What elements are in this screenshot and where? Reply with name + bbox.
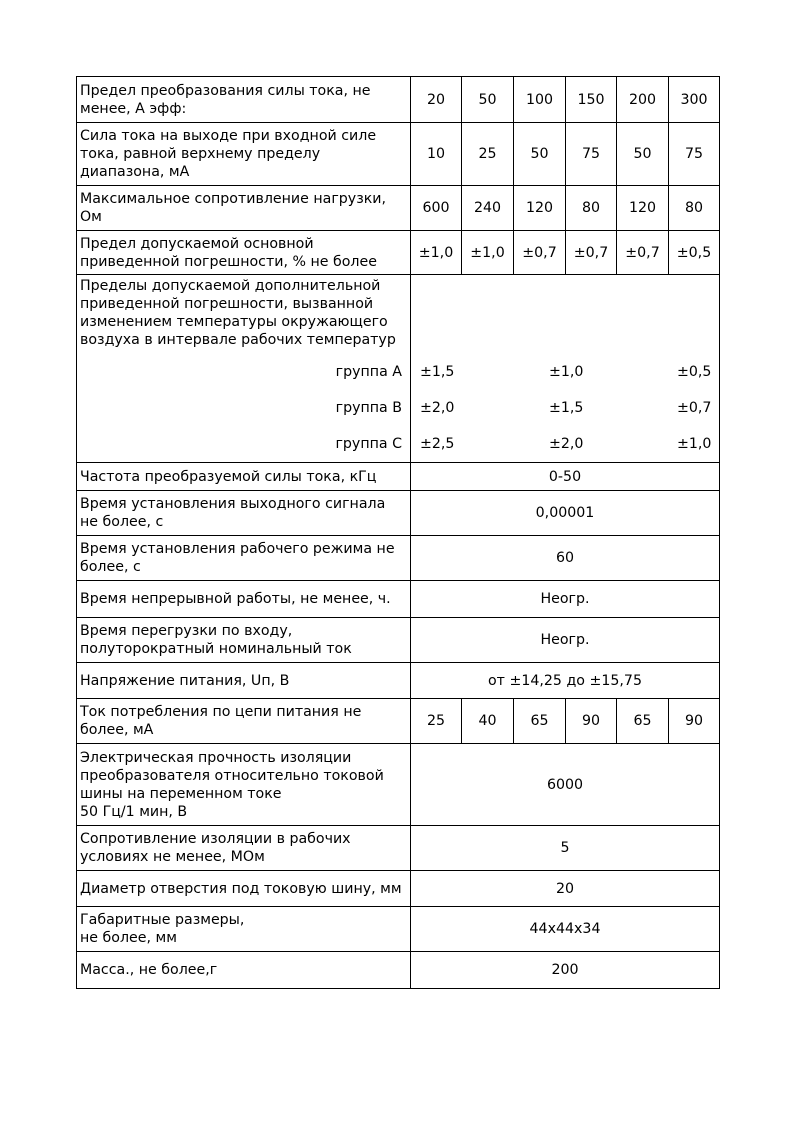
table-row-frequency [77, 463, 720, 491]
table-row-settle-time [77, 491, 720, 536]
cell-value: 600 [411, 186, 462, 231]
group-c-value-3: ±1,0 [677, 436, 712, 452]
cell-value: 200 [411, 952, 720, 989]
cell-value: ±1,0 [462, 231, 514, 275]
group-b-value-3: ±0,7 [677, 400, 712, 416]
row-label: Сопротивление изоляции в рабочих условиях не менее, МОм [77, 826, 411, 871]
row-label: Масса., не более,г [77, 952, 411, 989]
table-row-load [77, 186, 720, 231]
group-a-value-1: ±1,5 [420, 364, 455, 380]
row-label-cell [77, 744, 411, 826]
cell-value: 25 [462, 123, 514, 186]
row-label-line-2: не более, мм [80, 930, 177, 946]
row-label: Предел допускаемой основной приведенной погрешности, % не более [77, 231, 411, 275]
table-row-warmup-time [77, 536, 720, 581]
row-label: Сила тока на выходе при входной силе тока, равной верхнему пределу диапазона, мА [77, 123, 411, 186]
row-label: Частота преобразуемой силы тока, кГц [77, 463, 411, 491]
group-a-value-3: ±0,5 [677, 364, 712, 380]
table-row-output [77, 123, 720, 186]
cell-value: 6000 [411, 744, 720, 826]
cell-value: 150 [566, 77, 617, 123]
cell-value: ±0,7 [514, 231, 566, 275]
row-label: Диаметр отверстия под токовую шину, мм [77, 871, 411, 907]
cell-value: 5 [411, 826, 720, 871]
row-label: Электрическая прочность изоляции преобразователя относительно токовой шины на переменном токе [80, 749, 384, 802]
cell-value: 65 [617, 699, 669, 744]
cell-value: 120 [617, 186, 669, 231]
row-label: Время непрерывной работы, не менее, ч. [77, 581, 411, 618]
table-row-supply-voltage [77, 663, 720, 699]
cell-value: 50 [514, 123, 566, 186]
cell-value: 60 [411, 536, 720, 581]
spec-table [76, 76, 720, 989]
cell-value: 200 [617, 77, 669, 123]
cell-value: 65 [514, 699, 566, 744]
group-values-cell [411, 275, 720, 463]
cell-value: 10 [411, 123, 462, 186]
cell-value: 44x44x34 [411, 907, 720, 952]
table-row-insulation-strength [77, 744, 720, 826]
group-c-label: группа С [335, 436, 402, 452]
row-label: Время перегрузки по входу, полуторократный номинальный ток [77, 618, 411, 663]
row-label: Предел преобразования силы тока, не менее, А эфф: [77, 77, 411, 123]
table-row-range [77, 77, 720, 123]
cell-value: 50 [617, 123, 669, 186]
row-label: Время установления рабочего режима не более, с [77, 536, 411, 581]
group-a-label: группа А [335, 364, 402, 380]
group-c-value-2: ±2,0 [549, 436, 584, 452]
row-label-cell [77, 275, 411, 463]
table-row-temp-error [77, 275, 720, 463]
cell-value: 20 [411, 871, 720, 907]
cell-value: 100 [514, 77, 566, 123]
cell-value: 0-50 [411, 463, 720, 491]
row-label: Пределы допускаемой дополнительной приведенной погрешности, вызванной изменением температуры окружающего воздуха в интервале рабочих температур [80, 278, 396, 348]
table-row-supply-current [77, 699, 720, 744]
cell-value: ±0,7 [617, 231, 669, 275]
cell-value: 240 [462, 186, 514, 231]
cell-value: 80 [669, 186, 720, 231]
table-row-mass [77, 952, 720, 989]
cell-value: Неогр. [411, 581, 720, 618]
row-label: Габаритные размеры, [80, 912, 245, 928]
group-a-value-2: ±1,0 [549, 364, 584, 380]
row-label: Время установления выходного сигнала не более, с [77, 491, 411, 536]
cell-value: Неогр. [411, 618, 720, 663]
table-row-continuous [77, 581, 720, 618]
table-row-insulation-resistance [77, 826, 720, 871]
row-label: Максимальное сопротивление нагрузки, Ом [77, 186, 411, 231]
group-b-value-1: ±2,0 [420, 400, 455, 416]
group-b-label: группа В [335, 400, 402, 416]
table-row-basic-error [77, 231, 720, 275]
group-c-value-1: ±2,5 [420, 436, 455, 452]
cell-value: ±0,7 [566, 231, 617, 275]
cell-value: 120 [514, 186, 566, 231]
cell-value: от ±14,25 до ±15,75 [411, 663, 720, 699]
cell-value: 50 [462, 77, 514, 123]
cell-value: 25 [411, 699, 462, 744]
table-row-hole-diameter [77, 871, 720, 907]
cell-value: ±0,5 [669, 231, 720, 275]
row-label-cell [77, 907, 411, 952]
cell-value: ±1,0 [411, 231, 462, 275]
cell-value: 40 [462, 699, 514, 744]
table-row-overload [77, 618, 720, 663]
cell-value: 0,00001 [411, 491, 720, 536]
cell-value: 80 [566, 186, 617, 231]
cell-value: 20 [411, 77, 462, 123]
cell-value: 75 [566, 123, 617, 186]
row-label: Напряжение питания, Uп, В [77, 663, 411, 699]
cell-value: 90 [566, 699, 617, 744]
table-row-dimensions [77, 907, 720, 952]
cell-value: 75 [669, 123, 720, 186]
row-label-line-2: 50 Гц/1 мин, В [80, 803, 188, 820]
cell-value: 90 [669, 699, 720, 744]
row-label: Ток потребления по цепи питания не более, мА [77, 699, 411, 744]
cell-value: 300 [669, 77, 720, 123]
group-b-value-2: ±1,5 [549, 400, 584, 416]
